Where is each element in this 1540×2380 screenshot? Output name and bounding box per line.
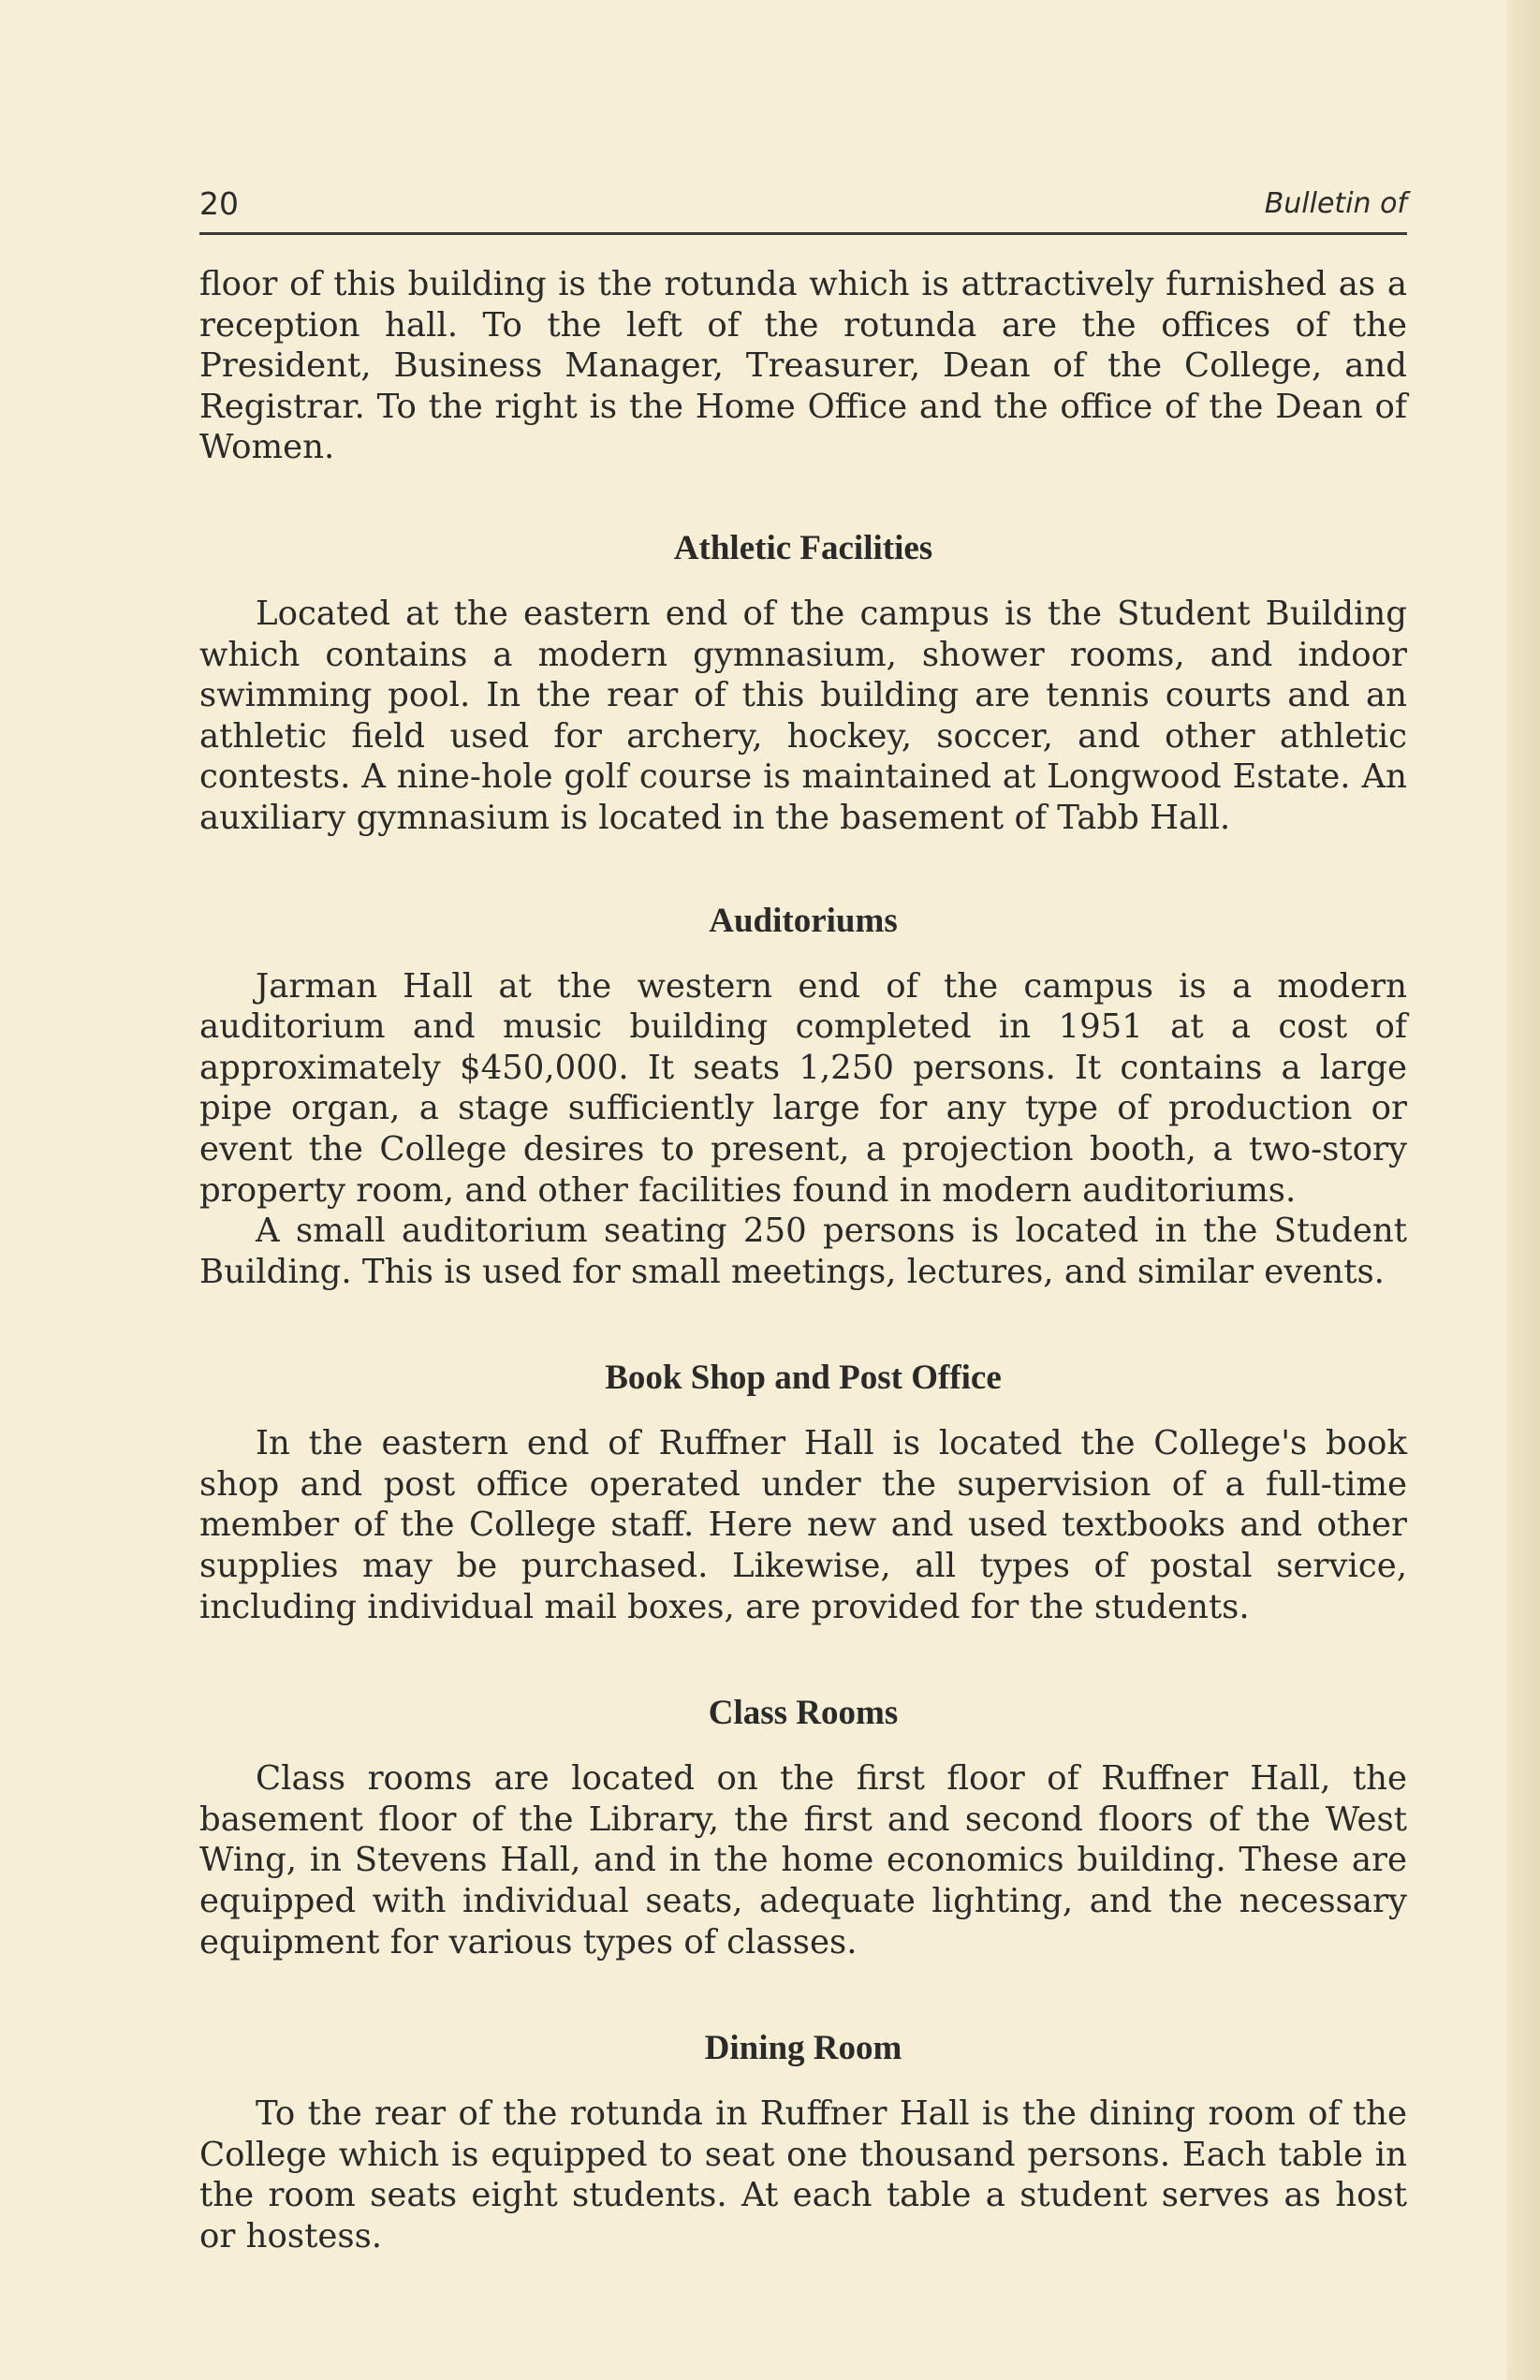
book-shop-paragraph: In the eastern end of Ruffner Hall is located the College's book shop and post office operated under the supervision of a full-time member of the College staff. Here new and used textbooks and other supplies may be purchased. Likewise, all types of postal service, including individual mail boxes, are provided for the students.	[199, 1424, 1407, 1626]
auditoriums-paragraph-2: A small auditorium seating 250 persons is located in the Student Building. This is used for small meetings, lectures, and similar events.	[199, 1212, 1407, 1291]
athletic-facilities-paragraph: Located at the eastern end of the campus is the Student Building which contains a modern gymnasium, shower rooms, and indoor swimming pool. In the rear of this building are tennis courts and an athletic field used for archery, hockey, soccer, and other athletic contests. A nine-hole golf course is maintained at Longwood Estate. An auxiliary gymnasium is located in the basement of Tabb Hall.	[199, 594, 1407, 837]
dining-room-paragraph: To the rear of the rotunda in Ruffner Hall is the dining room of the College which is equipped to seat one thousand persons. Each table in the room seats eight students. At each table a student serves as host or hostess.	[199, 2094, 1407, 2255]
page-body	[199, 264, 1407, 2257]
auditoriums-paragraph-1: Jarman Hall at the western end of the campus is a modern auditorium and music building completed in 1951 at a cost of approximately $450,000. It seats 1,250 persons. It contains a large pipe organ, a stage sufficiently large for any type of production or event the College desires to present, a projection booth, a two-story property room, and other facilities found in modern auditoriums.	[199, 966, 1407, 1210]
section-heading-auditoriums: Auditoriums	[709, 901, 898, 940]
page-header	[199, 182, 1407, 235]
intro-paragraph: floor of this building is the rotunda which is attractively furnished as a reception hall. To the left of the rotunda are the offices of the President, Business Manager, Treasurer, Dean of the College, and Registrar. To the right is the Home Office and the office of the Dean of Women.	[199, 265, 1407, 467]
running-head: Bulletin of	[1264, 187, 1407, 220]
section-heading-dining-room: Dining Room	[704, 2029, 902, 2068]
page-number: 20	[199, 185, 239, 222]
page-spine-shadow	[1506, 0, 1540, 2380]
class-rooms-paragraph: Class rooms are located on the first floor of Ruffner Hall, the basement floor of the Library, the first and second floors of the West Wing, in Stevens Hall, and in the home economics building. These are equipped with individual seats, adequate lighting, and the necessary equipment for various types of classes.	[199, 1759, 1407, 1961]
section-heading-athletic-facilities: Athletic Facilities	[673, 528, 933, 567]
section-heading-class-rooms: Class Rooms	[708, 1694, 899, 1733]
section-heading-book-shop: Book Shop and Post Office	[605, 1359, 1002, 1398]
